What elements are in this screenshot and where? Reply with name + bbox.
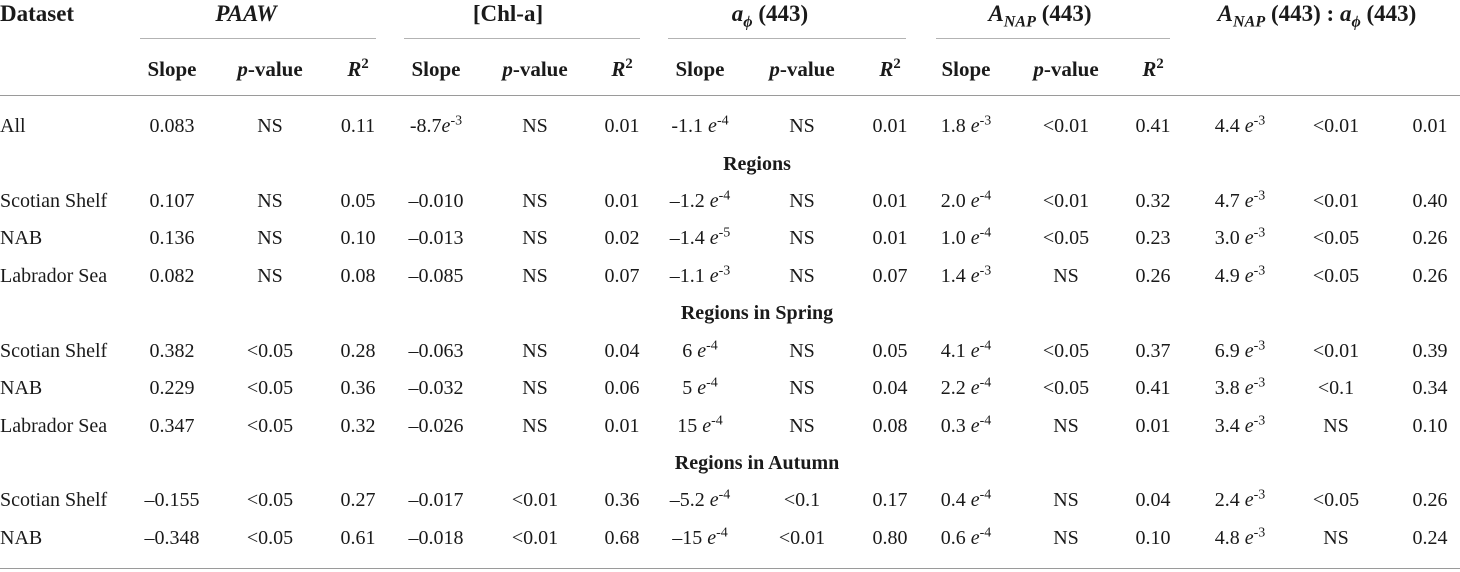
slope-cell: –0.085 bbox=[408, 265, 464, 287]
r2-cell: 0.26 bbox=[1412, 489, 1448, 511]
r2-cell: 0.08 bbox=[340, 265, 376, 287]
section-header: Regions bbox=[723, 153, 791, 175]
pvalue-cell: NS bbox=[522, 227, 548, 249]
r2-cell: 0.36 bbox=[340, 377, 376, 399]
r2-cell: 0.01 bbox=[1412, 115, 1448, 137]
slope-cell: –0.026 bbox=[408, 415, 464, 437]
slope-cell: 0.4 $e^{-4}$ bbox=[940, 487, 992, 511]
pvalue-cell: NS bbox=[789, 415, 815, 437]
r2-header: $R^2$ bbox=[347, 56, 369, 81]
r2-cell: 0.01 bbox=[604, 115, 640, 137]
pvalue-cell: NS bbox=[789, 265, 815, 287]
row-label: NAB bbox=[0, 227, 43, 249]
pvalue-cell: <0.05 bbox=[1042, 340, 1090, 362]
slope-cell: 0.136 bbox=[149, 227, 195, 249]
group-header-anap: $A_{NAP}$ (443) bbox=[988, 1, 1092, 31]
pvalue-cell: NS bbox=[1323, 415, 1349, 437]
slope-cell: 0.082 bbox=[149, 265, 195, 287]
group-header-ratio: $A_{NAP}$ (443) : $a_\phi$ (443) bbox=[1217, 1, 1417, 31]
slope-cell: 2.2 $e^{-4}$ bbox=[940, 375, 992, 399]
pvalue-cell: NS bbox=[1053, 527, 1079, 549]
pvalue-cell: NS bbox=[257, 227, 283, 249]
r2-cell: 0.10 bbox=[1412, 415, 1448, 437]
r2-cell: 0.17 bbox=[872, 489, 908, 511]
r2-cell: 0.08 bbox=[872, 415, 908, 437]
pvalue-cell: <0.01 bbox=[1312, 340, 1360, 362]
pvalue-cell: <0.05 bbox=[1042, 377, 1090, 399]
slope-cell: –5.2 $e^{-4}$ bbox=[669, 487, 731, 511]
row-label: All bbox=[0, 115, 26, 137]
r2-cell: 0.41 bbox=[1135, 115, 1171, 137]
pvalue-cell: NS bbox=[522, 190, 548, 212]
r2-cell: 0.34 bbox=[1412, 377, 1448, 399]
slope-header: Slope bbox=[941, 57, 991, 81]
r2-cell: 0.39 bbox=[1412, 340, 1448, 362]
slope-cell: 3.8 $e^{-3}$ bbox=[1214, 375, 1266, 399]
slope-cell: –0.155 bbox=[144, 489, 200, 511]
pvalue-cell: NS bbox=[1053, 265, 1079, 287]
r2-cell: 0.36 bbox=[604, 489, 640, 511]
slope-cell: –0.017 bbox=[408, 489, 464, 511]
slope-cell: –0.010 bbox=[408, 190, 464, 212]
slope-cell: 4.8 $e^{-3}$ bbox=[1214, 525, 1266, 549]
r2-header: $R^2$ bbox=[879, 56, 901, 81]
pvalue-cell: <0.1 bbox=[1317, 377, 1355, 399]
r2-cell: 0.23 bbox=[1135, 227, 1171, 249]
group-rule-paaw bbox=[140, 38, 376, 39]
slope-header: Slope bbox=[147, 57, 197, 81]
group-header-chla: [Chl-a] bbox=[472, 1, 544, 26]
r2-cell: 0.32 bbox=[1135, 190, 1171, 212]
pvalue-cell: NS bbox=[522, 265, 548, 287]
r2-cell: 0.01 bbox=[604, 415, 640, 437]
group-rule-aphi bbox=[668, 38, 906, 39]
slope-cell: 15 $e^{-4}$ bbox=[677, 413, 723, 437]
r2-cell: 0.40 bbox=[1412, 190, 1448, 212]
group-header-paaw: PAAW bbox=[215, 1, 277, 26]
pvalue-cell: NS bbox=[1053, 489, 1079, 511]
pvalue-cell: NS bbox=[789, 340, 815, 362]
group-header-aphi: $a_\phi$ (443) bbox=[731, 1, 809, 31]
slope-cell: 0.229 bbox=[149, 377, 195, 399]
slope-cell: 1.8 $e^{-3}$ bbox=[940, 113, 992, 137]
r2-cell: 0.10 bbox=[340, 227, 376, 249]
slope-cell: 3.4 $e^{-3}$ bbox=[1214, 413, 1266, 437]
row-label: NAB bbox=[0, 527, 43, 549]
slope-cell: 6 $e^{-4}$ bbox=[682, 338, 718, 362]
slope-cell: 0.382 bbox=[149, 340, 195, 362]
r2-cell: 0.05 bbox=[340, 190, 376, 212]
pvalue-header: p-value bbox=[502, 57, 568, 81]
pvalue-cell: <0.05 bbox=[246, 340, 294, 362]
slope-cell: –0.032 bbox=[408, 377, 464, 399]
pvalue-cell: NS bbox=[257, 115, 283, 137]
r2-cell: 0.24 bbox=[1412, 527, 1448, 549]
slope-cell: 1.4 $e^{-3}$ bbox=[940, 263, 992, 287]
slope-cell: 6.9 $e^{-3}$ bbox=[1214, 338, 1266, 362]
r2-cell: 0.02 bbox=[604, 227, 640, 249]
pvalue-cell: <0.1 bbox=[783, 489, 821, 511]
row-label: Labrador Sea bbox=[0, 265, 108, 287]
slope-cell: –1.2 $e^{-4}$ bbox=[669, 188, 731, 212]
pvalue-header: p-value bbox=[1033, 57, 1099, 81]
r2-cell: 0.01 bbox=[1135, 415, 1171, 437]
pvalue-cell: <0.01 bbox=[778, 527, 826, 549]
r2-cell: 0.41 bbox=[1135, 377, 1171, 399]
r2-header: $R^2$ bbox=[1142, 56, 1164, 81]
pvalue-cell: <0.05 bbox=[246, 489, 294, 511]
slope-cell: 1.0 $e^{-4}$ bbox=[940, 225, 992, 249]
section-header: Regions in Autumn bbox=[674, 452, 840, 474]
slope-cell: –0.063 bbox=[408, 340, 464, 362]
slope-cell: 2.4 $e^{-3}$ bbox=[1214, 487, 1266, 511]
pvalue-cell: NS bbox=[522, 115, 548, 137]
pvalue-cell: NS bbox=[789, 227, 815, 249]
pvalue-cell: <0.05 bbox=[1312, 265, 1360, 287]
r2-cell: 0.10 bbox=[1135, 527, 1171, 549]
slope-cell: 4.9 $e^{-3}$ bbox=[1214, 263, 1266, 287]
row-label: Scotian Shelf bbox=[0, 340, 108, 362]
pvalue-cell: NS bbox=[522, 340, 548, 362]
slope-cell: –15 $e^{-4}$ bbox=[672, 525, 728, 549]
slope-header: Slope bbox=[675, 57, 725, 81]
slope-cell: -1.1 $e^{-4}$ bbox=[671, 113, 729, 137]
slope-cell: 5 $e^{-4}$ bbox=[682, 375, 718, 399]
section-header: Regions in Spring bbox=[680, 302, 834, 324]
r2-cell: 0.32 bbox=[340, 415, 376, 437]
r2-cell: 0.61 bbox=[340, 527, 376, 549]
pvalue-header: p-value bbox=[237, 57, 303, 81]
r2-cell: 0.05 bbox=[872, 340, 908, 362]
pvalue-cell: <0.05 bbox=[1042, 227, 1090, 249]
slope-cell: –1.1 $e^{-3}$ bbox=[669, 263, 731, 287]
pvalue-header: p-value bbox=[769, 57, 835, 81]
slope-cell: 4.7 $e^{-3}$ bbox=[1214, 188, 1266, 212]
r2-cell: 0.07 bbox=[872, 265, 908, 287]
slope-cell: –0.348 bbox=[144, 527, 200, 549]
pvalue-cell: NS bbox=[522, 377, 548, 399]
pvalue-cell: <0.05 bbox=[246, 527, 294, 549]
r2-cell: 0.07 bbox=[604, 265, 640, 287]
group-rule-anap bbox=[936, 38, 1170, 39]
slope-header: Slope bbox=[411, 57, 461, 81]
pvalue-cell: NS bbox=[789, 190, 815, 212]
slope-cell: 0.347 bbox=[149, 415, 195, 437]
r2-cell: 0.28 bbox=[340, 340, 376, 362]
r2-cell: 0.26 bbox=[1135, 265, 1171, 287]
slope-cell: 0.107 bbox=[149, 190, 195, 212]
slope-cell: –0.018 bbox=[408, 527, 464, 549]
r2-cell: 0.27 bbox=[340, 489, 376, 511]
r2-cell: 0.01 bbox=[604, 190, 640, 212]
pvalue-cell: <0.01 bbox=[1312, 115, 1360, 137]
r2-cell: 0.26 bbox=[1412, 265, 1448, 287]
header-bottom-rule bbox=[0, 95, 1460, 96]
slope-cell: 4.4 $e^{-3}$ bbox=[1214, 113, 1266, 137]
slope-cell: –0.013 bbox=[408, 227, 464, 249]
r2-cell: 0.01 bbox=[872, 190, 908, 212]
r2-cell: 0.11 bbox=[340, 115, 376, 137]
r2-cell: 0.01 bbox=[872, 115, 908, 137]
r2-header: $R^2$ bbox=[611, 56, 633, 81]
pvalue-cell: NS bbox=[789, 115, 815, 137]
slope-cell: 0.083 bbox=[149, 115, 195, 137]
r2-cell: 0.04 bbox=[604, 340, 640, 362]
r2-cell: 0.68 bbox=[604, 527, 640, 549]
pvalue-cell: <0.05 bbox=[1312, 489, 1360, 511]
pvalue-cell: <0.05 bbox=[1312, 227, 1360, 249]
pvalue-cell: <0.01 bbox=[511, 489, 559, 511]
row-label: Scotian Shelf bbox=[0, 190, 108, 212]
pvalue-cell: NS bbox=[522, 415, 548, 437]
slope-cell: 4.1 $e^{-4}$ bbox=[940, 338, 992, 362]
slope-cell: $-8.7e^{-3}$ bbox=[409, 113, 463, 137]
pvalue-cell: <0.01 bbox=[511, 527, 559, 549]
slope-cell: 0.3 $e^{-4}$ bbox=[940, 413, 992, 437]
pvalue-cell: NS bbox=[1053, 415, 1079, 437]
dataset-header: Dataset bbox=[0, 1, 75, 26]
pvalue-cell: <0.01 bbox=[1042, 115, 1090, 137]
pvalue-cell: <0.05 bbox=[246, 415, 294, 437]
r2-cell: 0.04 bbox=[1135, 489, 1171, 511]
r2-cell: 0.80 bbox=[872, 527, 908, 549]
r2-cell: 0.26 bbox=[1412, 227, 1448, 249]
r2-cell: 0.06 bbox=[604, 377, 640, 399]
r2-cell: 0.01 bbox=[872, 227, 908, 249]
slope-cell: 3.0 $e^{-3}$ bbox=[1214, 225, 1266, 249]
pvalue-cell: <0.01 bbox=[1042, 190, 1090, 212]
pvalue-cell: <0.01 bbox=[1312, 190, 1360, 212]
pvalue-cell: NS bbox=[789, 377, 815, 399]
pvalue-cell: NS bbox=[1323, 527, 1349, 549]
slope-cell: –1.4 $e^{-5}$ bbox=[669, 225, 731, 249]
r2-cell: 0.04 bbox=[872, 377, 908, 399]
pvalue-cell: <0.05 bbox=[246, 377, 294, 399]
r2-cell: 0.37 bbox=[1135, 340, 1171, 362]
row-label: Scotian Shelf bbox=[0, 489, 108, 511]
pvalue-cell: NS bbox=[257, 190, 283, 212]
row-label: Labrador Sea bbox=[0, 415, 108, 437]
table-bottom-rule bbox=[0, 568, 1460, 569]
group-rule-chla bbox=[404, 38, 640, 39]
row-label: NAB bbox=[0, 377, 43, 399]
slope-cell: 0.6 $e^{-4}$ bbox=[940, 525, 992, 549]
slope-cell: 2.0 $e^{-4}$ bbox=[940, 188, 992, 212]
pvalue-cell: NS bbox=[257, 265, 283, 287]
